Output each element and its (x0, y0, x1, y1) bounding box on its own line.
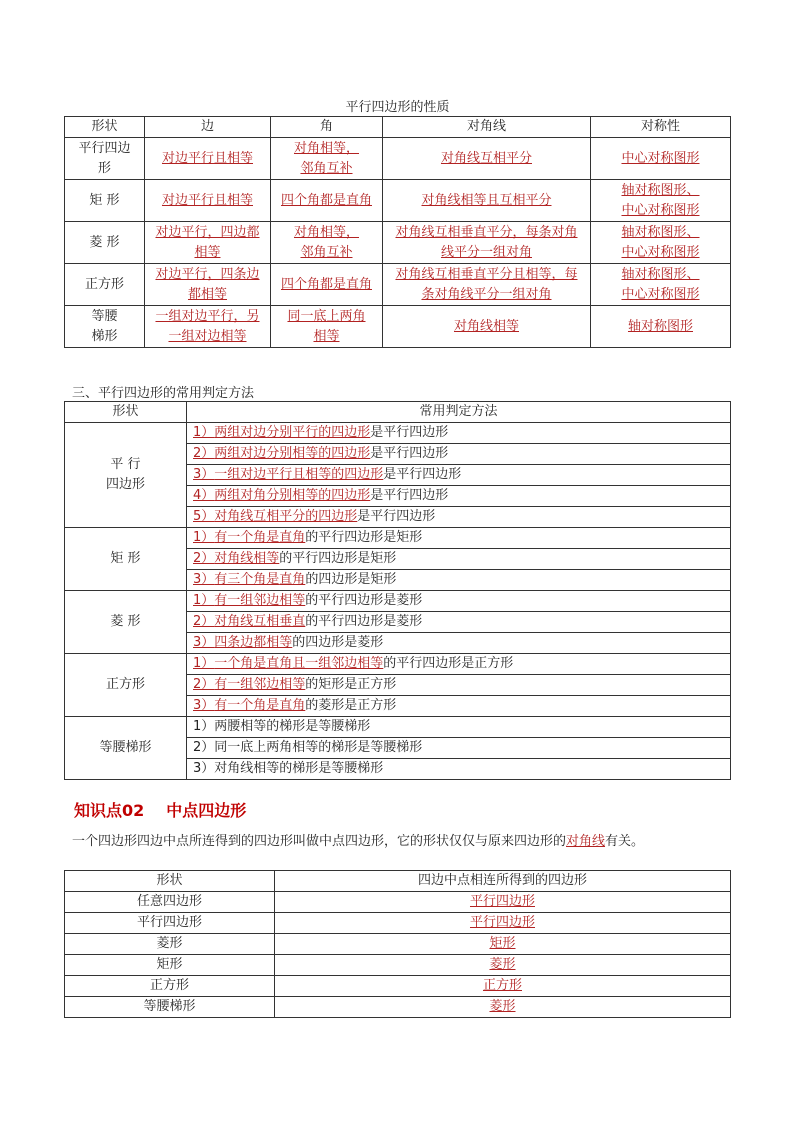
table1-header-cell: 对角线 (383, 117, 591, 138)
property-answer: 轴对称图形 (627, 318, 693, 334)
table1-row (65, 264, 731, 306)
criteria-text: 是平行四边形 (370, 446, 449, 461)
table1-header-row (65, 117, 731, 138)
midpoint-shape-answer: 矩形 (489, 936, 516, 951)
criteria-text: 的平行四边形是矩形 (305, 530, 423, 545)
table1-caption: 平行四边形的性质 (345, 100, 450, 115)
criteria-answer: 有一组邻边相等 (214, 593, 306, 608)
midpoint-shape-cell (275, 976, 731, 997)
criteria-answer: 一个角是直角且一组邻边相等 (214, 656, 384, 671)
criteria-number: 1） (193, 530, 215, 545)
criteria-text: 同一底上两角相等的梯形是等腰梯形 (214, 740, 423, 755)
shape-cell: 等腰 梯形 (65, 306, 145, 348)
criteria-table (64, 401, 731, 780)
property-answer: 对角线互相平分 (440, 150, 532, 166)
criteria-text: 的四边形是菱形 (292, 635, 384, 650)
midpoint-shape-answer: 平行四边形 (469, 915, 535, 930)
property-answer: 对边平行，四条边 都相等 (155, 266, 260, 302)
property-cell (383, 138, 591, 180)
original-shape-cell: 平行四边形 (65, 913, 275, 934)
criteria-shape-cell: 菱 形 (65, 591, 187, 654)
property-cell (271, 306, 383, 348)
desc-text: 一个四边形四边中点所连得到的四边形叫做中点四边形，它的形状仅仅与原来四边形的 (72, 834, 567, 849)
shape-cell: 矩 形 (65, 180, 145, 222)
property-cell (383, 306, 591, 348)
table3-row (65, 976, 731, 997)
midpoint-quadrilateral-table (64, 870, 731, 1018)
knowledge-description (72, 830, 644, 849)
criteria-item-cell (187, 528, 731, 549)
criteria-row (65, 423, 731, 444)
property-answer: 对角相等， 邻角互补 (293, 140, 359, 176)
criteria-text: 的平行四边形是正方形 (383, 656, 514, 671)
criteria-number: 3） (193, 698, 215, 713)
table3-header-cell: 四边中点相连所得到的四边形 (275, 871, 731, 892)
criteria-number: 1） (193, 719, 215, 734)
property-cell (591, 306, 731, 348)
property-answer: 对边平行，四边都 相等 (155, 224, 260, 260)
criteria-number: 2） (193, 677, 215, 692)
property-answer: 轴对称图形、 中心对称图形 (621, 266, 700, 302)
criteria-answer: 有一个角是直角 (214, 530, 306, 545)
property-answer: 对角线相等且互相平分 (421, 192, 552, 208)
shape-cell: 平行四边 形 (65, 138, 145, 180)
midpoint-shape-cell (275, 934, 731, 955)
criteria-answer: 直角 (279, 572, 306, 587)
criteria-number: 3） (193, 635, 215, 650)
criteria-item-cell (187, 486, 731, 507)
criteria-shape-cell: 正方形 (65, 654, 187, 717)
original-shape-cell: 菱形 (65, 934, 275, 955)
criteria-number: 3） (193, 761, 215, 776)
property-answer: 四个角都是直角 (280, 276, 372, 292)
criteria-answer: 四条边都相等 (214, 635, 293, 650)
parallelogram-properties-table (64, 116, 731, 348)
criteria-item-cell (187, 591, 731, 612)
desc-keyword: 对角线 (566, 834, 606, 849)
criteria-answer: 有一组邻边相等 (214, 677, 306, 692)
table3-row (65, 997, 731, 1018)
table1-row (65, 222, 731, 264)
criteria-number: 1） (193, 656, 215, 671)
original-shape-cell: 任意四边形 (65, 892, 275, 913)
property-cell (145, 180, 271, 222)
criteria-item-cell (187, 570, 731, 591)
criteria-text: 两腰相等的梯形是等腰梯形 (214, 719, 371, 734)
original-shape-cell: 等腰梯形 (65, 997, 275, 1018)
criteria-answer: 对角线相等 (214, 551, 280, 566)
property-answer: 一组对边平行，另 一组对边相等 (155, 308, 260, 344)
criteria-answer: 有一个角是直角 (214, 698, 306, 713)
midpoint-shape-cell (275, 892, 731, 913)
property-answer: 对角线互相垂直平分且相等，每 条对角线平分一组对角 (395, 266, 578, 302)
criteria-number: 1） (193, 425, 215, 440)
property-cell (145, 264, 271, 306)
criteria-text: 对角线相等的梯形是等腰梯形 (214, 761, 384, 776)
knowledge-label: 知识点02 (74, 801, 145, 820)
criteria-number: 3） (193, 467, 215, 482)
criteria-text: 的平行四边形是矩形 (279, 551, 397, 566)
criteria-number: 1） (193, 593, 215, 608)
property-cell (271, 222, 383, 264)
table3-row (65, 892, 731, 913)
midpoint-shape-cell (275, 955, 731, 976)
criteria-item-cell (187, 759, 731, 780)
criteria-item-cell (187, 549, 731, 570)
property-answer: 对角线相等 (453, 318, 519, 334)
criteria-row (65, 654, 731, 675)
criteria-number: 2） (193, 446, 215, 461)
criteria-text: 的菱形是正方形 (305, 698, 397, 713)
criteria-answer: 两组对角分别相等的四边形 (214, 488, 371, 503)
criteria-number: 5） (193, 509, 215, 524)
criteria-item-cell (187, 654, 731, 675)
table2-header-cell: 常用判定方法 (187, 402, 731, 423)
criteria-answer: 对角线互相平分的四边形 (214, 509, 358, 524)
midpoint-shape-answer: 平行四边形 (469, 894, 535, 909)
criteria-text: 有三个角是 (214, 572, 280, 587)
criteria-item-cell (187, 507, 731, 528)
shape-cell: 菱 形 (65, 222, 145, 264)
property-cell (383, 180, 591, 222)
criteria-shape-cell: 等腰梯形 (65, 717, 187, 780)
property-answer: 对边平行且相等 (161, 192, 253, 208)
criteria-number: 3） (193, 572, 215, 587)
property-answer: 中心对称图形 (621, 150, 700, 166)
criteria-item-cell (187, 612, 731, 633)
property-cell (591, 222, 731, 264)
criteria-text: 是平行四边形 (370, 425, 449, 440)
property-answer: 对角线互相垂直平分，每条对角 线平分一组对角 (395, 224, 578, 260)
criteria-shape-cell: 矩 形 (65, 528, 187, 591)
criteria-number: 2） (193, 614, 215, 629)
criteria-answer: 两组对边分别平行的四边形 (214, 425, 371, 440)
property-answer: 轴对称图形、 中心对称图形 (621, 224, 700, 260)
criteria-item-cell (187, 696, 731, 717)
criteria-text: 是平行四边形 (383, 467, 462, 482)
property-cell (591, 180, 731, 222)
table3-header-cell: 形状 (65, 871, 275, 892)
midpoint-shape-cell (275, 997, 731, 1018)
table3-row (65, 955, 731, 976)
criteria-row (65, 717, 731, 738)
midpoint-shape-answer: 菱形 (489, 999, 516, 1014)
criteria-number: 2） (193, 740, 215, 755)
desc-text-end: 有关。 (605, 834, 645, 849)
property-cell (591, 264, 731, 306)
criteria-item-cell (187, 465, 731, 486)
property-cell (271, 138, 383, 180)
knowledge-title: 中点四边形 (166, 801, 247, 820)
original-shape-cell: 矩形 (65, 955, 275, 976)
midpoint-shape-answer: 菱形 (489, 957, 516, 972)
property-cell (271, 180, 383, 222)
table1-header-cell: 角 (271, 117, 383, 138)
property-cell (383, 264, 591, 306)
property-cell (145, 222, 271, 264)
table3-row (65, 934, 731, 955)
property-cell (145, 138, 271, 180)
criteria-text: 的平行四边形是菱形 (305, 593, 423, 608)
section3-title: 三、平行四边形的常用判定方法 (72, 386, 255, 401)
criteria-shape-cell: 平 行 四边形 (65, 423, 187, 528)
criteria-item-cell (187, 633, 731, 654)
table1-header-cell: 边 (145, 117, 271, 138)
criteria-text: 是平行四边形 (370, 488, 449, 503)
criteria-item-cell (187, 717, 731, 738)
criteria-row (65, 528, 731, 549)
property-answer: 同一底上两角 相等 (287, 308, 366, 344)
criteria-answer: 两组对边分别相等的四边形 (214, 446, 371, 461)
property-cell (383, 222, 591, 264)
midpoint-shape-answer: 正方形 (482, 978, 522, 993)
property-cell (271, 264, 383, 306)
table2-header-cell: 形状 (65, 402, 187, 423)
property-answer: 四个角都是直角 (280, 192, 372, 208)
property-answer: 对角相等， 邻角互补 (293, 224, 359, 260)
criteria-item-cell (187, 675, 731, 696)
criteria-answer: 对角线互相垂直 (214, 614, 306, 629)
table3-header-row (65, 871, 731, 892)
property-cell (591, 138, 731, 180)
criteria-text: 的平行四边形是菱形 (305, 614, 423, 629)
table3-row (65, 913, 731, 934)
criteria-item-cell (187, 738, 731, 759)
table1-row (65, 180, 731, 222)
original-shape-cell: 正方形 (65, 976, 275, 997)
table1-header-cell: 对称性 (591, 117, 731, 138)
property-cell (145, 306, 271, 348)
criteria-text: 的四边形是矩形 (305, 572, 397, 587)
criteria-item-cell (187, 444, 731, 465)
knowledge-heading (74, 798, 268, 821)
shape-cell: 正方形 (65, 264, 145, 306)
table2-header-row (65, 402, 731, 423)
table1-row (65, 138, 731, 180)
criteria-number: 4） (193, 488, 215, 503)
property-answer: 轴对称图形、 中心对称图形 (621, 182, 700, 218)
criteria-item-cell (187, 423, 731, 444)
midpoint-shape-cell (275, 913, 731, 934)
criteria-text: 是平行四边形 (357, 509, 436, 524)
criteria-number: 2） (193, 551, 215, 566)
criteria-row (65, 591, 731, 612)
table1-header-cell: 形状 (65, 117, 145, 138)
table1-row (65, 306, 731, 348)
criteria-text: 的矩形是正方形 (305, 677, 397, 692)
criteria-answer: 一组对边平行且相等的四边形 (214, 467, 384, 482)
property-answer: 对边平行且相等 (161, 150, 253, 166)
